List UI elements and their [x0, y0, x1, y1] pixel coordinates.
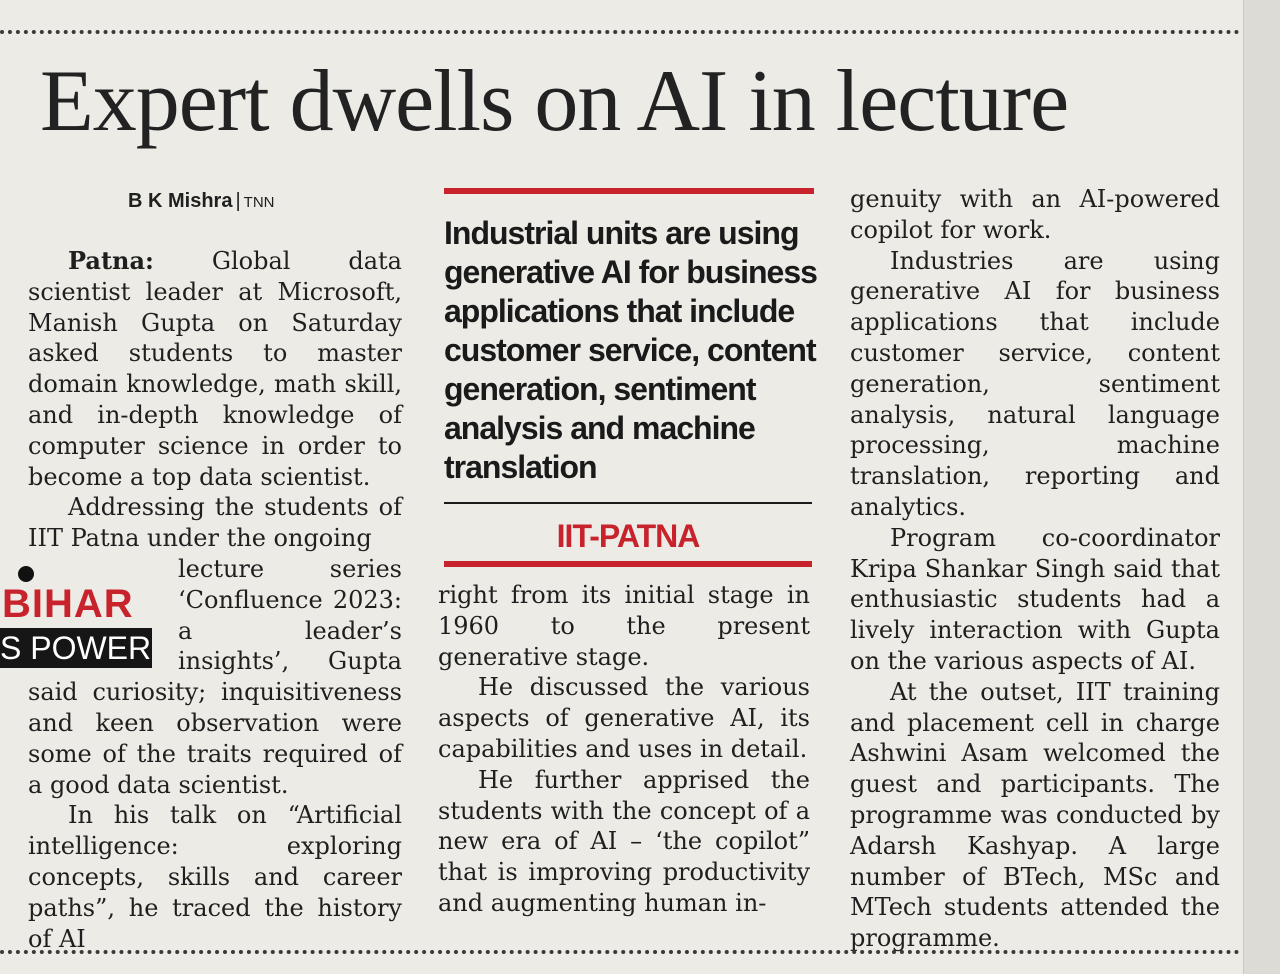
article-paragraph: At the outset, IIT training and placement cell in charge Ashwini Asam welcomed the guest and participants. The programme was conducted by Adarsh Kashyap. A large number of BTech, MSc and MTech students attended the programme.	[850, 677, 1220, 953]
byline-separator: |	[235, 190, 241, 212]
article-paragraph: He further apprised the students with the concept of a new era of AI – ‘the copilot” that is improving productivity and augmenting human in-	[438, 765, 810, 917]
headline	[0, 52, 1240, 152]
article-paragraph: lecture series ‘Confluence 2023: a leader’s insights’, Gupta said curiosity; inquisitiveness and keen observation were some of the traits required of a good data scientist.	[28, 554, 402, 799]
article-paragraph: In his talk on “Artificial intelligence: exploring concepts, skills and career paths”, he traced the history of AI	[28, 801, 402, 953]
article-paragraph: genuity with an AI-powered copilot for work.	[850, 185, 1220, 244]
byline	[128, 184, 275, 218]
byline-author: B K Mishra	[128, 190, 233, 212]
adjacent-page-edge	[1243, 0, 1280, 974]
bihar-section-logo	[0, 566, 150, 670]
pullquote-top-rule	[444, 188, 814, 194]
headline-text: Expert dwells on AI in lecture	[40, 53, 1069, 150]
dateline: Patna:	[68, 246, 154, 275]
article-paragraph: right from its initial stage in 1960 to the present generative stage.	[438, 581, 810, 671]
paragraph-text: Global data scientist leader at Microsoft, Manish Gupta on Saturday asked students to master domain knowledge, math skill, and in-depth knowledge of computer science in order to become a top data scientist.	[28, 247, 402, 491]
logo-power-banner: S POWER	[0, 630, 152, 666]
logo-dot-icon	[18, 566, 34, 582]
article-column-2	[438, 580, 810, 919]
article-paragraph: Program co-coordinator Kripa Shankar Singh said that enthusiastic students had a lively interaction with Gupta on the various aspects of AI.	[850, 523, 1220, 675]
article-paragraph: Addressing the students of IIT Patna under the ongoing	[28, 493, 402, 553]
article-paragraph: Industries are using generative AI for business applications that include customer service, content generation, sentiment analysis, natural language processing, machine translation, reporting and analytics.	[850, 246, 1220, 521]
article-column-3	[850, 184, 1220, 954]
pullquote-bottom-rule	[444, 561, 812, 567]
pullquote-divider	[444, 502, 812, 504]
logo-bihar-text: BIHAR	[2, 582, 134, 626]
pullquote-source: IIT-PATNA	[556, 518, 700, 554]
byline-agency: TNN	[243, 194, 275, 211]
article-paragraph	[28, 246, 402, 492]
bottom-dotted-rule	[0, 950, 1240, 954]
pullquote: Industrial units are using generative AI for business applications that include customer service, content generation, sentiment analysis and machine translation	[444, 215, 817, 485]
article-paragraph: He discussed the various aspects of generative AI, its capabilities and uses in detail.	[438, 673, 810, 763]
top-dotted-rule	[0, 30, 1240, 34]
